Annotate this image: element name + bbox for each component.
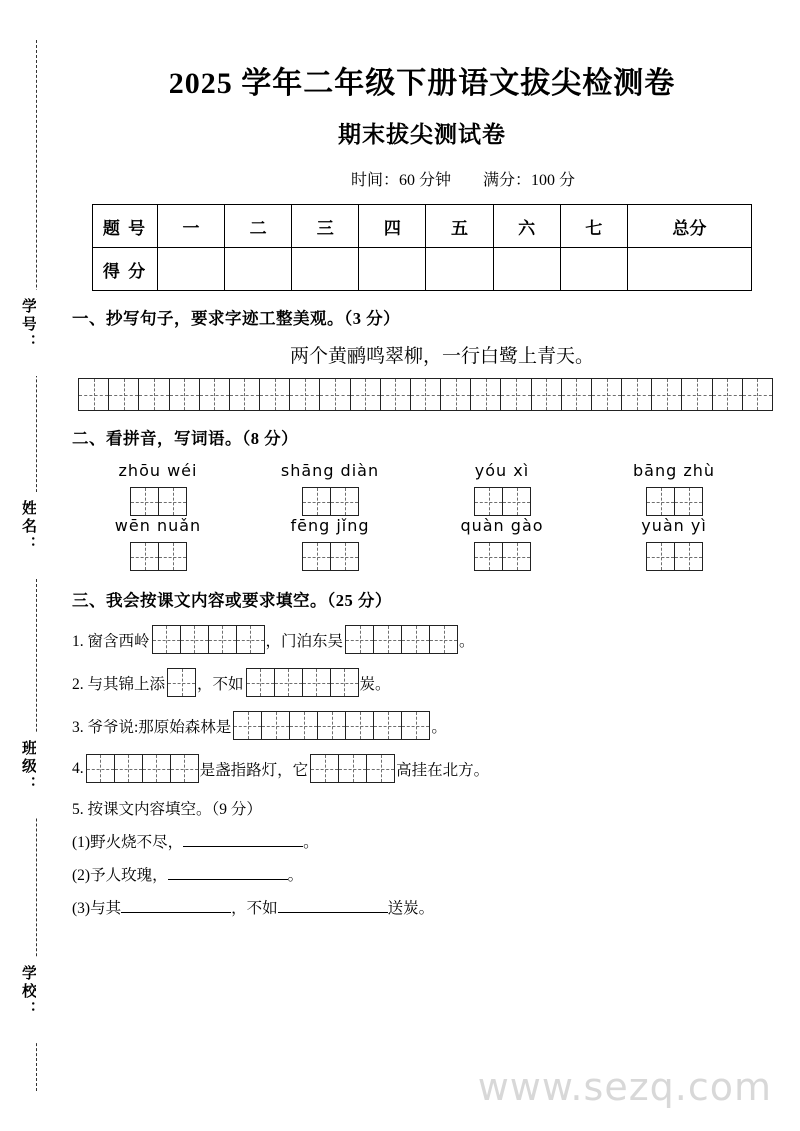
score-cell-1[interactable]: [158, 248, 225, 291]
question-text: 高挂在北方。: [396, 761, 490, 779]
writing-cell[interactable]: [261, 711, 290, 740]
side-label-name: 姓名：: [20, 500, 36, 554]
score-table-col-1: 一: [158, 205, 225, 248]
exam-content: [72, 0, 772, 918]
score-cell-7[interactable]: [560, 248, 627, 291]
writing-cell[interactable]: [330, 668, 359, 697]
side-label-school: 学校：: [20, 965, 36, 1019]
pinyin-answer-grid[interactable]: [244, 487, 416, 516]
blank-suffix-text: 。: [303, 834, 319, 851]
section-1-heading: 一、抄写句子，要求字迹工整美观。（3 分）: [72, 309, 401, 328]
score-cell-3[interactable]: [292, 248, 359, 291]
writing-cell[interactable]: [236, 625, 265, 654]
writing-cell[interactable]: [317, 711, 346, 740]
answer-grid[interactable]: [86, 754, 198, 783]
section-2-heading: 二、看拼音，写词语。（8 分）: [72, 429, 299, 448]
writing-cell[interactable]: [674, 487, 703, 516]
pinyin-word-item: [416, 461, 588, 516]
answer-blank[interactable]: [168, 864, 288, 881]
fill-blank-line: [72, 896, 772, 918]
pinyin-answer-grid[interactable]: [588, 542, 760, 571]
score-table-col-4: 四: [359, 205, 426, 248]
answer-grid[interactable]: [345, 625, 457, 654]
pinyin-text: zhōu wéi: [118, 461, 198, 480]
writing-cell[interactable]: [158, 542, 187, 571]
question-text: ，门泊东吴: [265, 632, 344, 650]
score-table-head-label: 题 号: [93, 205, 158, 248]
writing-cell[interactable]: [338, 754, 367, 783]
exam-meta: [72, 167, 772, 190]
blank-prefix-text: (3)与其: [72, 900, 122, 917]
pinyin-text: fēng jǐng: [290, 516, 370, 535]
writing-cell[interactable]: [470, 378, 501, 411]
pinyin-answer-grid[interactable]: [72, 487, 244, 516]
pinyin-answer-grid[interactable]: [416, 542, 588, 571]
writing-cell[interactable]: [401, 625, 430, 654]
writing-cell[interactable]: [142, 754, 171, 783]
pinyin-answer-grid[interactable]: [588, 487, 760, 516]
writing-cell[interactable]: [591, 378, 622, 411]
pinyin-word-item: [588, 461, 760, 516]
writing-cell[interactable]: [646, 542, 675, 571]
section-1-sentence: 两个黄鹂鸣翠柳，一行白鹭上青天。: [289, 346, 594, 367]
writing-cell[interactable]: [366, 754, 395, 783]
writing-cell[interactable]: [651, 378, 682, 411]
watermark: www.sezq.com: [477, 1065, 772, 1109]
writing-cell[interactable]: [345, 711, 374, 740]
writing-cell[interactable]: [108, 378, 139, 411]
pinyin-word-item: [244, 516, 416, 571]
writing-cell[interactable]: [170, 754, 199, 783]
score-table-col-total: 总分: [627, 205, 751, 248]
answer-grid[interactable]: [246, 668, 358, 697]
writing-cell[interactable]: [474, 487, 503, 516]
section-3-sub-heading: 5. 按课文内容填空。（9 分）: [72, 801, 262, 818]
writing-cell[interactable]: [233, 711, 262, 740]
writing-cell[interactable]: [502, 542, 531, 571]
pinyin-text: wēn nuǎn: [114, 516, 202, 535]
writing-cell[interactable]: [531, 378, 562, 411]
writing-cell[interactable]: [114, 754, 143, 783]
writing-cell[interactable]: [130, 487, 159, 516]
writing-cell[interactable]: [158, 487, 187, 516]
dash-gap-2: [36, 492, 38, 578]
writing-cell[interactable]: [259, 378, 290, 411]
writing-cell[interactable]: [152, 625, 181, 654]
writing-cell[interactable]: [78, 378, 109, 411]
pinyin-word-item: [72, 461, 244, 516]
answer-grid[interactable]: [233, 711, 429, 740]
writing-cell[interactable]: [712, 378, 743, 411]
pinyin-word-item: [416, 516, 588, 571]
writing-cell[interactable]: [373, 711, 402, 740]
blank-suffix-text: 。: [287, 867, 304, 884]
fill-blank-line: [72, 863, 772, 885]
answer-blank[interactable]: [121, 897, 231, 914]
exam-total-score: 满分：100 分: [483, 172, 576, 189]
pinyin-answer-grid[interactable]: [416, 487, 588, 516]
answer-grid[interactable]: [167, 668, 195, 697]
side-label-class: 班级：: [20, 740, 36, 794]
page-title: 2025 学年二年级下册语文拔尖检测卷: [168, 67, 676, 100]
blank-prefix-text: (2)予人玫瑰，: [72, 867, 168, 884]
answer-grid[interactable]: [152, 625, 264, 654]
score-table-row-label: 得 分: [93, 248, 158, 291]
writing-cell[interactable]: [330, 542, 359, 571]
writing-cell[interactable]: [561, 378, 592, 411]
writing-cell[interactable]: [208, 625, 237, 654]
section-1-writing-grid[interactable]: [78, 378, 772, 411]
writing-cell[interactable]: [410, 378, 441, 411]
pinyin-word-item: [588, 516, 760, 571]
score-table-col-5: 五: [426, 205, 493, 248]
writing-cell[interactable]: [742, 378, 773, 411]
writing-cell[interactable]: [401, 711, 430, 740]
writing-cell[interactable]: [350, 378, 381, 411]
score-table-col-3: 三: [292, 205, 359, 248]
dash-gap-1: [36, 290, 38, 376]
score-table-col-6: 六: [493, 205, 560, 248]
writing-cell[interactable]: [681, 378, 712, 411]
writing-cell[interactable]: [310, 754, 339, 783]
pinyin-text: yuàn yì: [641, 516, 707, 535]
score-cell-2[interactable]: [225, 248, 292, 291]
score-table-value-row: [93, 248, 752, 291]
pinyin-text: yóu xì: [474, 461, 530, 480]
section-3-items: [72, 625, 772, 783]
dash-gap-4: [36, 957, 38, 1043]
fill-in-question-line: [72, 625, 772, 654]
score-cell-total[interactable]: [627, 248, 751, 291]
writing-cell[interactable]: [138, 378, 169, 411]
pinyin-answer-grid[interactable]: [72, 542, 244, 571]
writing-cell[interactable]: [380, 378, 411, 411]
blank-prefix-text: (1)野火烧不尽，: [72, 834, 184, 851]
writing-cell[interactable]: [674, 542, 703, 571]
pinyin-answer-grid[interactable]: [244, 542, 416, 571]
pinyin-word-item: [244, 461, 416, 516]
writing-cell[interactable]: [502, 487, 531, 516]
writing-cell[interactable]: [302, 542, 331, 571]
writing-cell[interactable]: [440, 378, 471, 411]
section-2-pinyin-block: [72, 461, 772, 571]
question-text: 。: [459, 632, 475, 650]
writing-cell[interactable]: [180, 625, 209, 654]
score-table-col-7: 七: [560, 205, 627, 248]
blank-suffix-text: 送炭。: [387, 900, 435, 917]
writing-cell[interactable]: [167, 668, 196, 697]
question-text: 3. 爷爷说:那原始森林是: [72, 718, 232, 736]
writing-cell[interactable]: [500, 378, 531, 411]
answer-blank[interactable]: [278, 897, 388, 914]
writing-cell[interactable]: [289, 711, 318, 740]
pinyin-word-item: [72, 516, 244, 571]
question-text: 1. 窗含西岭: [72, 632, 150, 650]
section-3-fill-blanks: [72, 830, 772, 918]
score-table: [92, 204, 752, 291]
pinyin-text: quàn gào: [460, 516, 544, 535]
question-text: 炭。: [359, 675, 391, 693]
writing-cell[interactable]: [130, 542, 159, 571]
exam-time: 时间：60 分钟: [350, 172, 451, 189]
writing-cell[interactable]: [429, 625, 458, 654]
fill-in-question-line: [72, 754, 772, 783]
writing-cell[interactable]: [229, 378, 260, 411]
writing-cell[interactable]: [373, 625, 402, 654]
question-text: ，不如: [197, 675, 244, 693]
writing-cell[interactable]: [302, 668, 331, 697]
fill-blank-line: [72, 830, 772, 852]
pinyin-row: [72, 516, 772, 571]
writing-cell[interactable]: [199, 378, 230, 411]
pinyin-text: shāng diàn: [280, 461, 380, 480]
question-text: 4.: [72, 759, 84, 777]
writing-cell[interactable]: [330, 487, 359, 516]
fill-in-question-line: [72, 711, 772, 740]
writing-cell[interactable]: [319, 378, 350, 411]
writing-cell[interactable]: [302, 487, 331, 516]
answer-blank[interactable]: [183, 831, 303, 848]
score-table-col-2: 二: [225, 205, 292, 248]
score-cell-6[interactable]: [493, 248, 560, 291]
dash-gap-3: [36, 732, 38, 818]
question-text: 是盏指路灯，它: [199, 761, 309, 779]
section-3-heading: 三、我会按课文内容或要求填空。（25 分）: [72, 591, 392, 610]
writing-cell[interactable]: [621, 378, 652, 411]
writing-cell[interactable]: [246, 668, 275, 697]
pinyin-text: bāng zhù: [632, 461, 716, 480]
answer-grid[interactable]: [310, 754, 394, 783]
writing-cell[interactable]: [646, 487, 675, 516]
page-subtitle: 期末拔尖测试卷: [338, 122, 506, 147]
writing-cell[interactable]: [86, 754, 115, 783]
question-text: 。: [431, 718, 447, 736]
side-label-student-id: 学号：: [20, 298, 36, 352]
fill-in-question-line: [72, 668, 772, 697]
score-cell-5[interactable]: [426, 248, 493, 291]
writing-cell[interactable]: [474, 542, 503, 571]
pinyin-row: [72, 461, 772, 516]
score-cell-4[interactable]: [359, 248, 426, 291]
writing-cell[interactable]: [274, 668, 303, 697]
writing-cell[interactable]: [289, 378, 320, 411]
score-table-header-row: [93, 205, 752, 248]
writing-cell[interactable]: [169, 378, 200, 411]
blank-mid-text: ，不如: [231, 900, 278, 917]
question-text: 2. 与其锦上添: [72, 675, 166, 693]
writing-cell[interactable]: [345, 625, 374, 654]
